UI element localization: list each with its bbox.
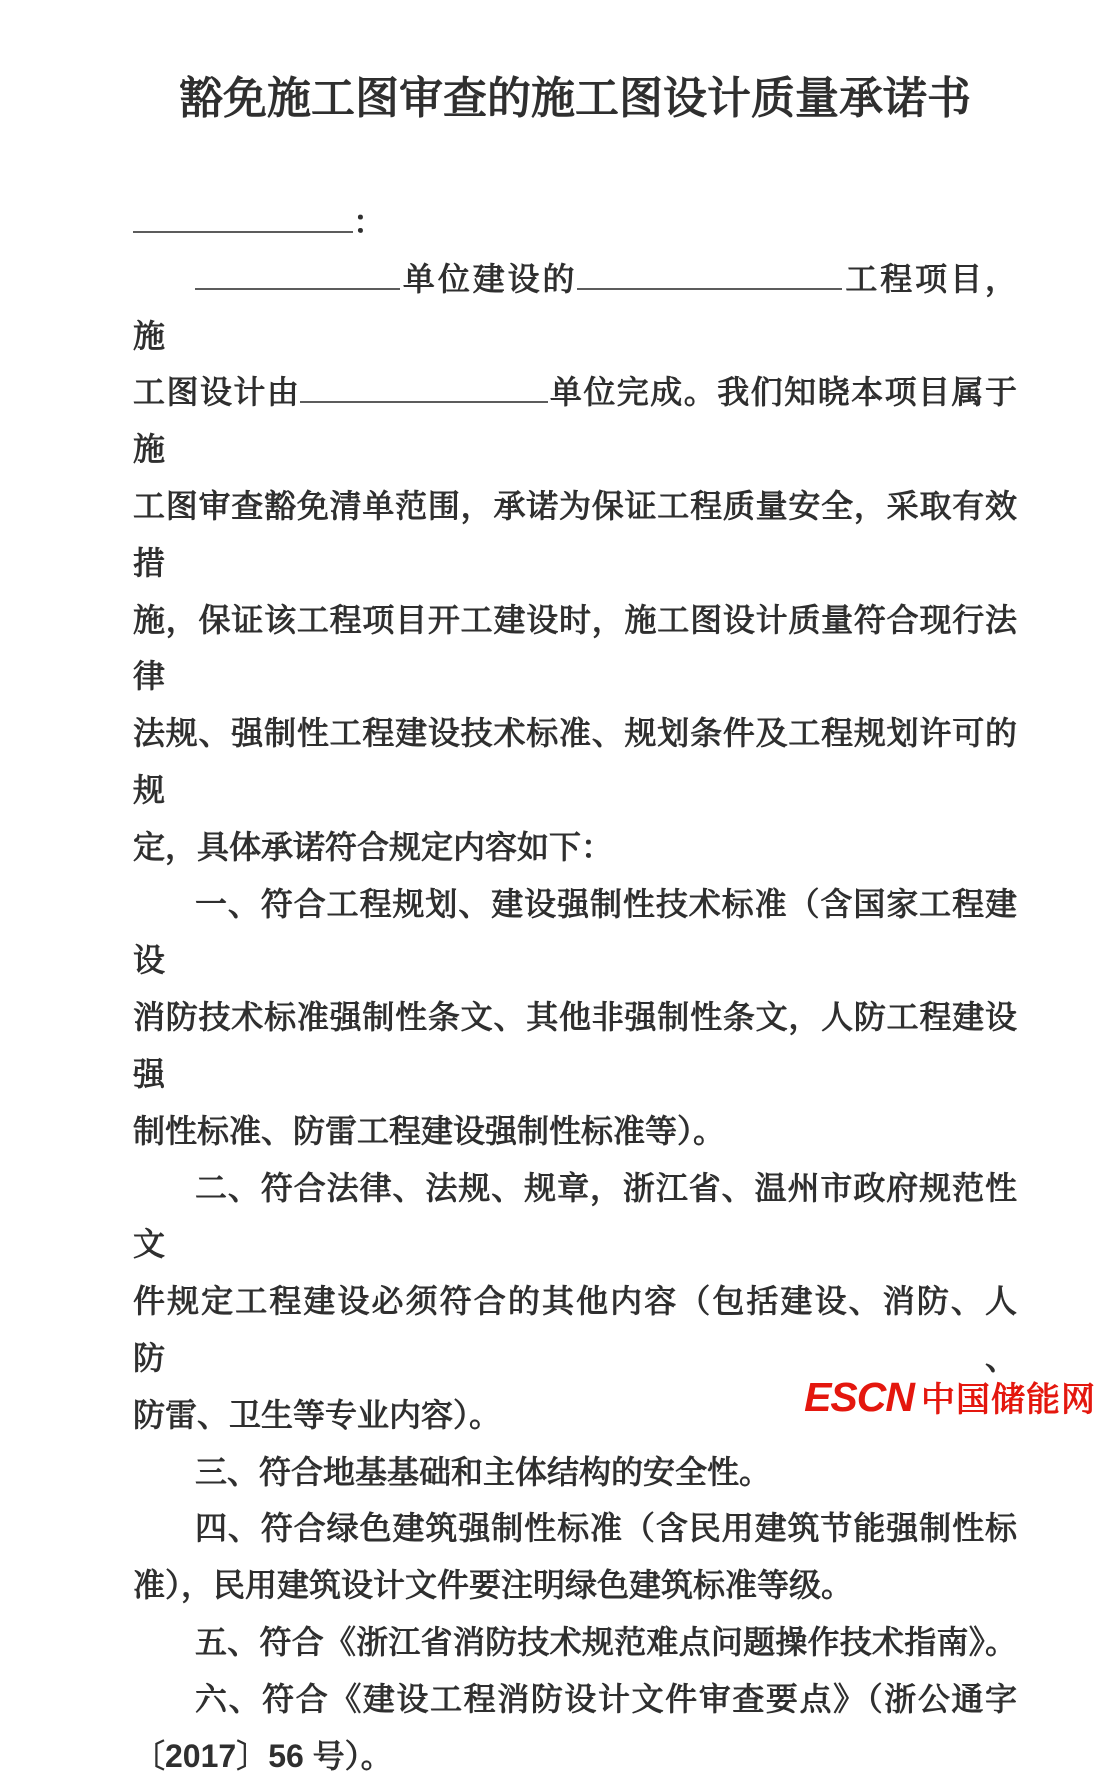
doc-text: 四、符合绿色建筑强制性标准（含民用建筑节能强制性标 [195, 1510, 1017, 1547]
doc-line [133, 592, 1017, 706]
doc-line [133, 705, 1017, 819]
doc-text: 五、符合《浙江省消防技术规范难点问题操作技术指南》。 [195, 1623, 1017, 1660]
doc-line [133, 1557, 1017, 1614]
doc-text: 一、符合工程规划、建设强制性技术标准（含国家工程建设 [133, 885, 1017, 979]
doc-line [133, 364, 1017, 478]
doc-line [133, 1728, 1017, 1784]
doc-text: 工程项目，施 [133, 260, 1017, 354]
doc-line [133, 1444, 1017, 1501]
doc-line [133, 819, 1017, 876]
doc-line [133, 1273, 1017, 1387]
doc-line [133, 1500, 1017, 1557]
escn-logo-chinese-text: 中国储能网 [921, 1381, 1096, 1419]
doc-line [133, 251, 1017, 365]
blank-underline [577, 257, 842, 289]
doc-text: 三、符合地基基础和主体结构的安全性。 [195, 1453, 772, 1490]
doc-text: 单位建设的 [400, 260, 578, 297]
doc-text: 防雷、卫生等专业内容）。 [133, 1396, 502, 1433]
doc-text: 二、符合法律、法规、规章，浙江省、温州市政府规范性文 [133, 1169, 1017, 1263]
doc-text: 消防技术标准强制性条文、其他非强制性条文，人防工程建设强 [133, 999, 1017, 1092]
doc-line [133, 478, 1017, 592]
document-body [133, 194, 1017, 1784]
blank-underline [300, 371, 548, 403]
doc-text: 准），民用建筑设计文件要注明绿色建筑标准等级。 [133, 1567, 854, 1604]
doc-line [133, 194, 1017, 251]
doc-text: 工图设计由 [133, 374, 301, 411]
doc-text: 法规、强制性工程建设技术标准、规划条件及工程规划许可的规 [133, 715, 1017, 808]
doc-text: 制性标准、防雷工程建设强制性标准等）。 [133, 1112, 726, 1149]
doc-text: 单位完成。我们知晓本项目属于施 [133, 374, 1017, 468]
escn-watermark-logo [804, 1372, 1096, 1421]
blank-underline [133, 201, 353, 233]
doc-text: ： [353, 204, 386, 240]
doc-line [133, 989, 1017, 1103]
commitment-letter-document [133, 68, 1017, 1784]
doc-line [133, 1614, 1017, 1671]
doc-line [133, 1671, 1017, 1728]
doc-line [133, 1103, 1017, 1160]
doc-text: 施，保证该工程项目开工建设时，施工图设计质量符合现行法律 [133, 601, 1017, 695]
doc-text: 件规定工程建设必须符合的其他内容（包括建设、消防、人防、 [133, 1283, 1017, 1376]
doc-text: 〔2017〕56 号）。 [133, 1737, 393, 1774]
doc-text: 六、符合《建设工程消防设计文件审查要点》（浙公通字 [195, 1680, 1017, 1717]
blank-underline [195, 257, 400, 289]
escn-logo-latin-text: ESCN [804, 1374, 914, 1420]
doc-text: 工图审查豁免清单范围，承诺为保证工程质量安全，采取有效措 [133, 487, 1017, 581]
doc-text: 定，具体承诺符合规定内容如下： [133, 828, 614, 865]
document-title: 豁免施工图审查的施工图设计质量承诺书 [179, 74, 971, 123]
doc-line [133, 876, 1017, 990]
doc-line [133, 1160, 1017, 1274]
